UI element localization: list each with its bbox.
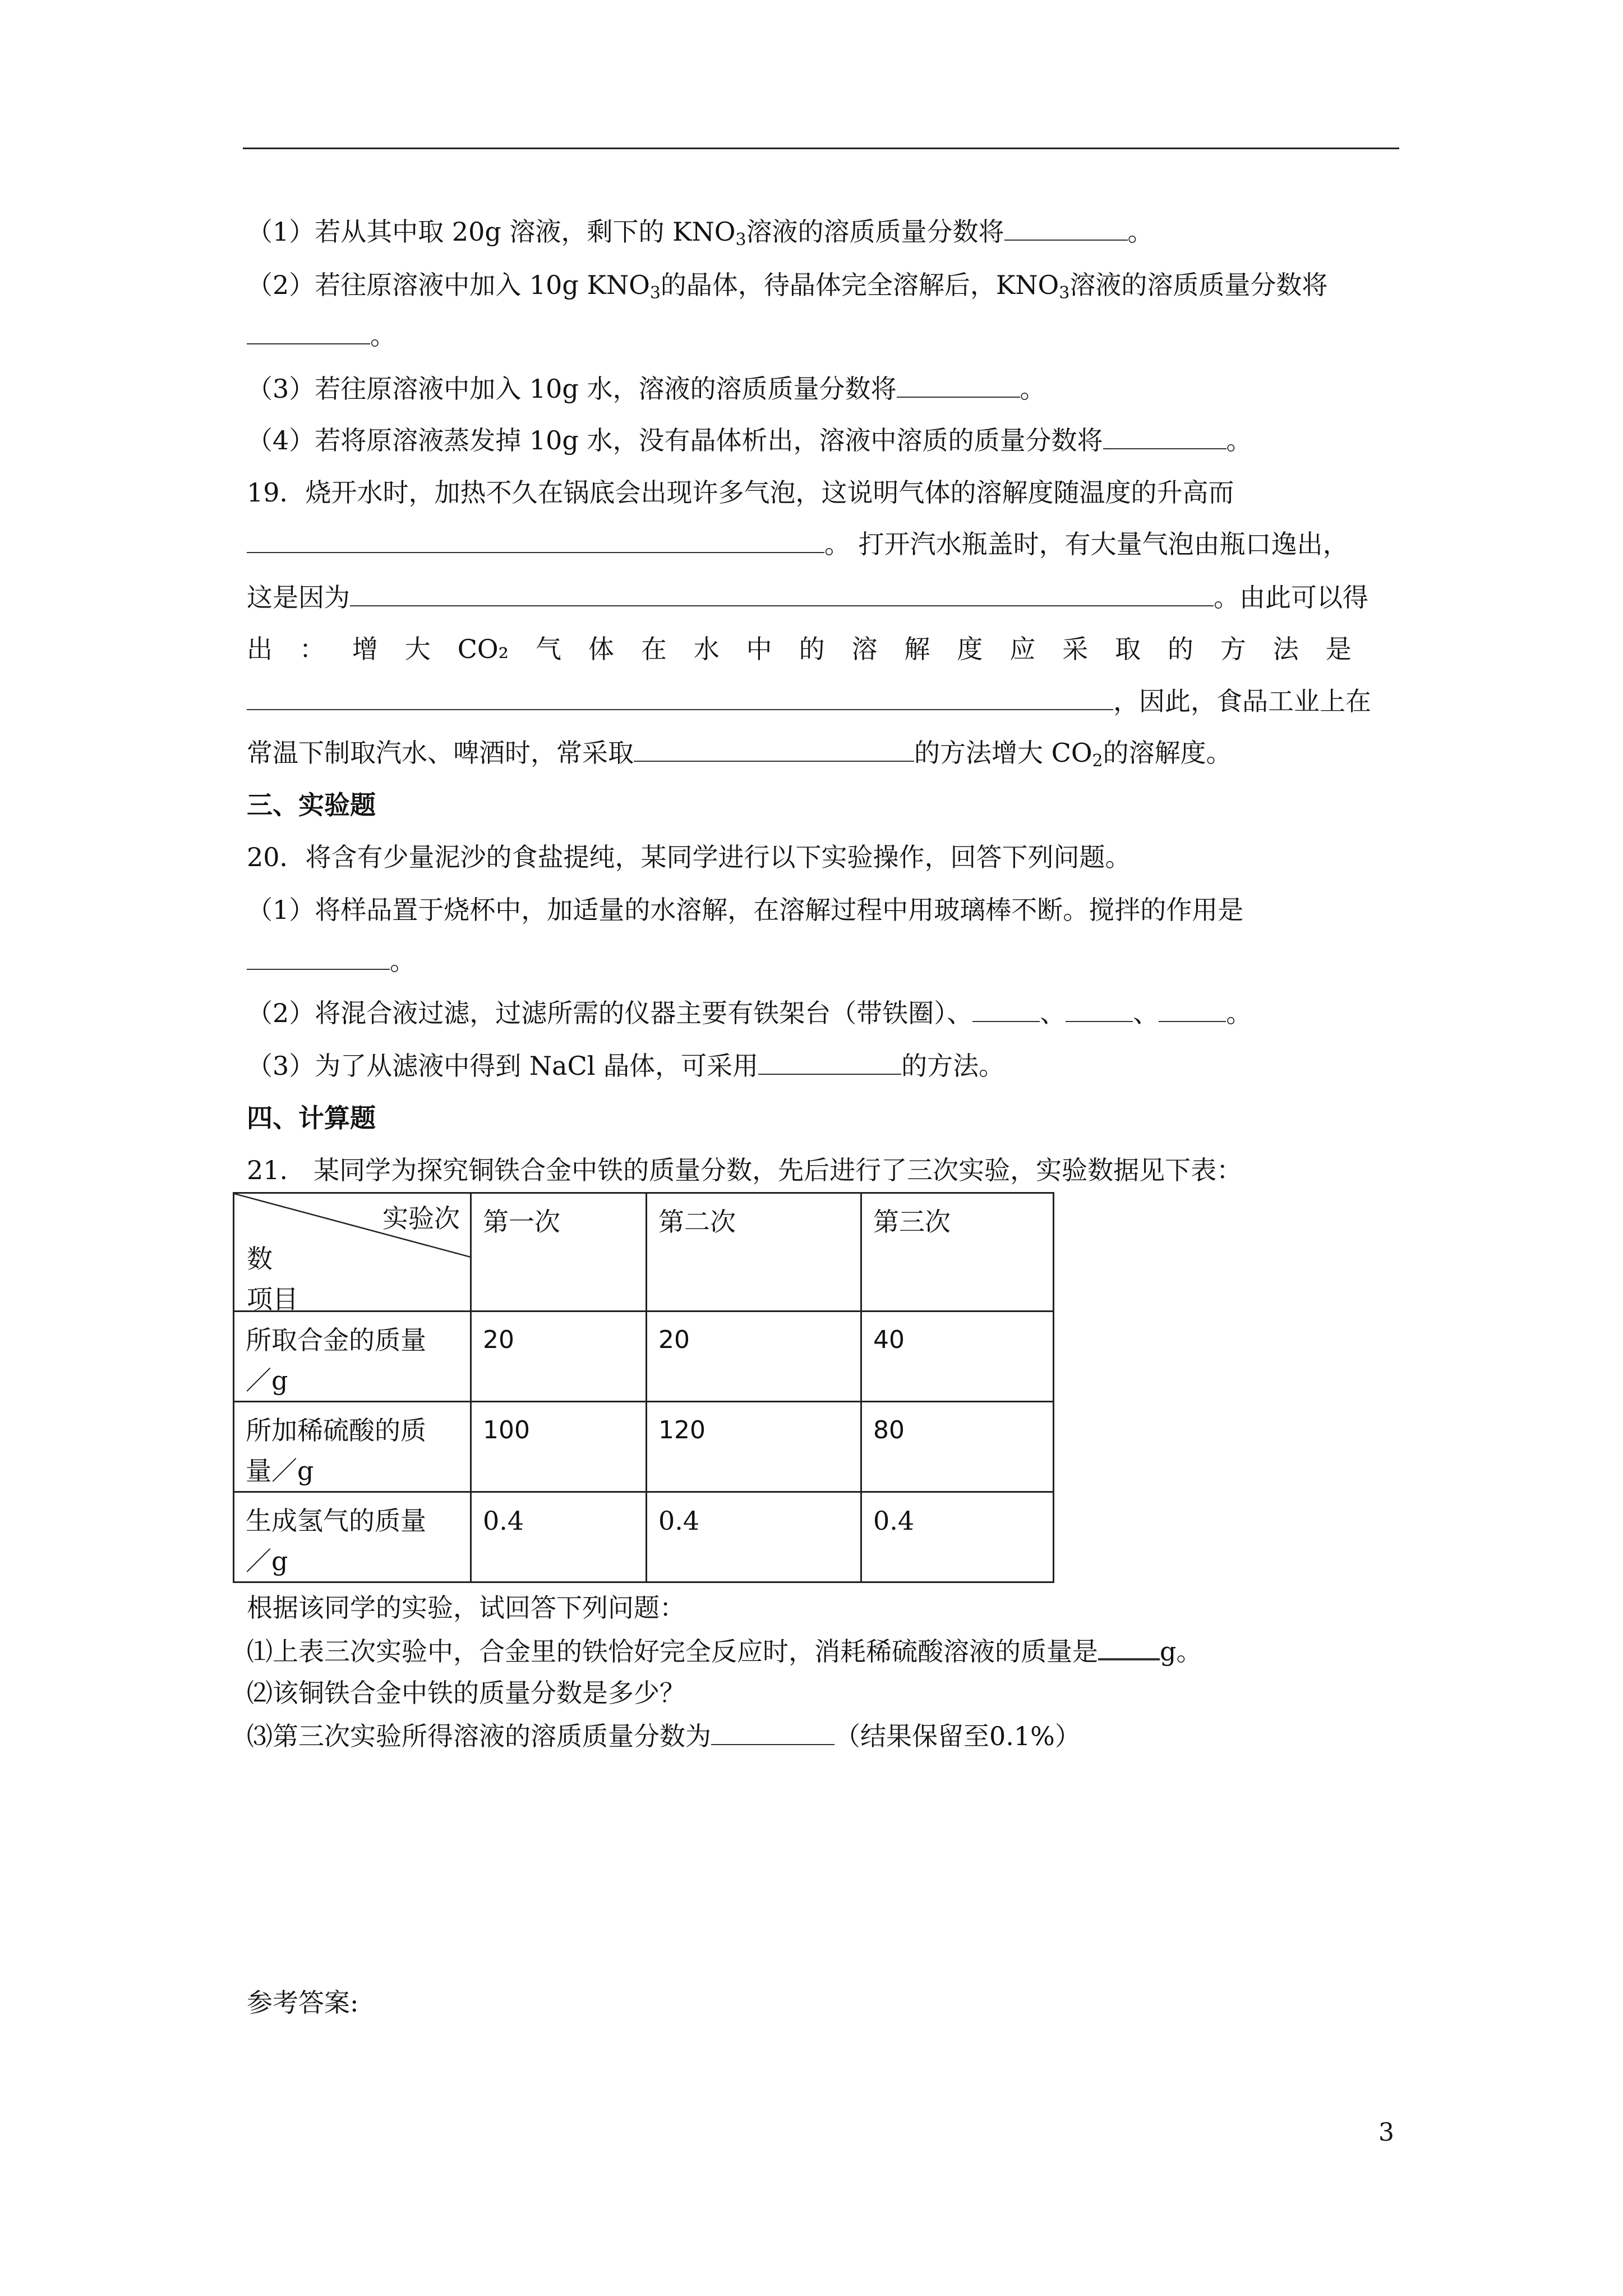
answer-blank[interactable] — [897, 372, 1020, 398]
q21-stem: 21. 某同学为探究铜铁合金中铁的质量分数，先后进行了三次实验，实验数据见下表： — [247, 1155, 1243, 1185]
justified-char: 中 — [746, 634, 772, 664]
table-row — [234, 1402, 1054, 1492]
q19-line5: ，因此，食品工业上在 — [247, 684, 1371, 718]
table-cell: 0.4 — [647, 1492, 861, 1582]
table-header-row — [234, 1193, 1054, 1312]
table-cell: 80 — [861, 1402, 1054, 1492]
q20-part1-cont: 。 — [247, 944, 416, 978]
row-label: 所取合金的质量 ／g — [234, 1312, 471, 1402]
q18-part2: （2）若往原溶液中加入 10g $KNO_3$的晶体，待晶体完全溶解后，$KNO_3$溶液的溶质质量分数将 — [247, 270, 1328, 303]
q18-part3: （3）若往原溶液中加入 10g 水，溶液的溶质质量分数将 。 — [247, 372, 1046, 406]
answer-blank[interactable] — [634, 736, 914, 762]
table-cell: 120 — [647, 1402, 861, 1492]
table-cell: 100 — [471, 1402, 647, 1492]
justified-char: ： — [299, 634, 325, 664]
table-corner-cell — [234, 1193, 471, 1312]
q20-stem: 20．将含有少量泥沙的食盐提纯，某同学进行以下实验操作，回答下列问题。 — [247, 842, 1131, 872]
corner-label-top: 实验次 — [382, 1203, 460, 1234]
justified-char: 应 — [1009, 634, 1036, 664]
answer-blank[interactable] — [972, 996, 1040, 1022]
table-cell: 40 — [861, 1312, 1054, 1402]
justified-char: 气 — [535, 634, 561, 664]
header-rule — [243, 148, 1399, 149]
section-heading-calculation: 四、计算题 — [247, 1103, 376, 1133]
answer-blank[interactable] — [1098, 1634, 1160, 1660]
q21-sub2: ⑵该铜铁合金中铁的质量分数是多少？ — [247, 1678, 685, 1708]
q21-sub1: ⑴上表三次实验中，合金里的铁恰好完全反应时，消耗稀硫酸溶液的质量是 g。 — [247, 1634, 1202, 1668]
answer-blank[interactable] — [758, 1049, 901, 1075]
table-header-cell: 第一次 — [471, 1193, 647, 1312]
q21-intro: 根据该同学的实验，试回答下列问题： — [247, 1593, 685, 1623]
answer-blank[interactable] — [247, 527, 824, 553]
q18-part4: （4）若将原溶液蒸发掉 10g 水，没有晶体析出，溶液中溶质的质量分数将 。 — [247, 424, 1252, 457]
answer-blank[interactable] — [350, 581, 1214, 606]
justified-char: 法 — [1272, 634, 1299, 664]
table-cell: 20 — [471, 1312, 647, 1402]
table-header-cell: 第二次 — [647, 1193, 861, 1312]
answer-blank[interactable] — [1103, 424, 1227, 449]
justified-char: 是 — [1325, 634, 1352, 664]
q19-line3: 这是因为 。由此可以得 — [247, 581, 1368, 614]
table-row — [234, 1492, 1054, 1582]
corner-label-bottom1: 数 — [247, 1244, 273, 1274]
q18-part1: （1）若从其中取 20g 溶液，剩下的 $KNO_3$溶液的溶质质量分数将 。 — [247, 215, 1154, 249]
table-cell: 0.4 — [471, 1492, 647, 1582]
row-label: 生成氢气的质量 ／g — [234, 1492, 471, 1582]
justified-char: 的 — [1168, 634, 1194, 664]
justified-char: 度 — [957, 634, 983, 664]
justified-char: 出 — [247, 634, 273, 664]
justified-char: 采 — [1062, 634, 1089, 664]
justified-char: 解 — [904, 634, 930, 664]
row-label: 所加稀硫酸的质 量／g — [234, 1402, 471, 1492]
q21-sub3: ⑶第三次实验所得溶液的溶质质量分数为 （结果保留至0.1%） — [247, 1719, 1081, 1753]
q19-line4 — [247, 632, 1352, 666]
answer-blank[interactable] — [1004, 215, 1128, 241]
section-heading-experiment: 三、实验题 — [247, 790, 376, 820]
q20-part1: （1）将样品置于烧杯中，加适量的水溶解，在溶解过程中用玻璃棒不断。搅拌的作用是 — [247, 895, 1244, 925]
answer-blank[interactable] — [247, 319, 370, 344]
q20-part3: （3）为了从滤液中得到 NaCl 晶体，可采用 的方法。 — [247, 1049, 1004, 1083]
justified-char: 溶 — [851, 634, 878, 664]
justified-char: 水 — [693, 634, 720, 664]
q20-part2: （2）将混合液过滤，过滤所需的仪器主要有铁架台（带铁圈）、 、 、 。 — [247, 996, 1252, 1030]
answer-blank[interactable] — [1066, 996, 1133, 1022]
answer-blank[interactable] — [711, 1719, 834, 1745]
q19-line2: 。 打开汽水瓶盖时，有大量气泡由瓶口逸出， — [247, 527, 1349, 561]
experiment-data-table — [233, 1192, 1054, 1583]
q19-line6: 常温下制取汽水、啤酒时，常采取 的方法增大 $CO_2$的溶解度。 — [247, 736, 1232, 770]
justified-char: 在 — [640, 634, 667, 664]
justified-char: 大 — [404, 634, 431, 664]
justified-char: 方 — [1220, 634, 1246, 664]
justified-char: 取 — [1115, 634, 1141, 664]
table-row — [234, 1312, 1054, 1402]
q19-line1: 19．烧开水时，加热不久在锅底会出现许多气泡，这说明气体的溶解度随温度的升高而 — [247, 477, 1234, 508]
justified-char: 增 — [352, 634, 378, 664]
page-number: 3 — [1378, 2118, 1394, 2147]
table-cell: 20 — [647, 1312, 861, 1402]
answer-key-label: 参考答案: — [247, 1987, 359, 2018]
justified-char: 体 — [588, 634, 614, 664]
table-cell: 0.4 — [861, 1492, 1054, 1582]
answer-blank[interactable] — [247, 944, 390, 970]
table-header-cell: 第三次 — [861, 1193, 1054, 1312]
q18-part2-cont: 。 — [247, 319, 396, 352]
corner-label-bottom2: 项目 — [247, 1284, 298, 1314]
justified-char: CO₂ — [457, 634, 509, 664]
answer-blank[interactable] — [247, 684, 1113, 710]
answer-blank[interactable] — [1159, 996, 1226, 1022]
justified-char: 的 — [799, 634, 825, 664]
